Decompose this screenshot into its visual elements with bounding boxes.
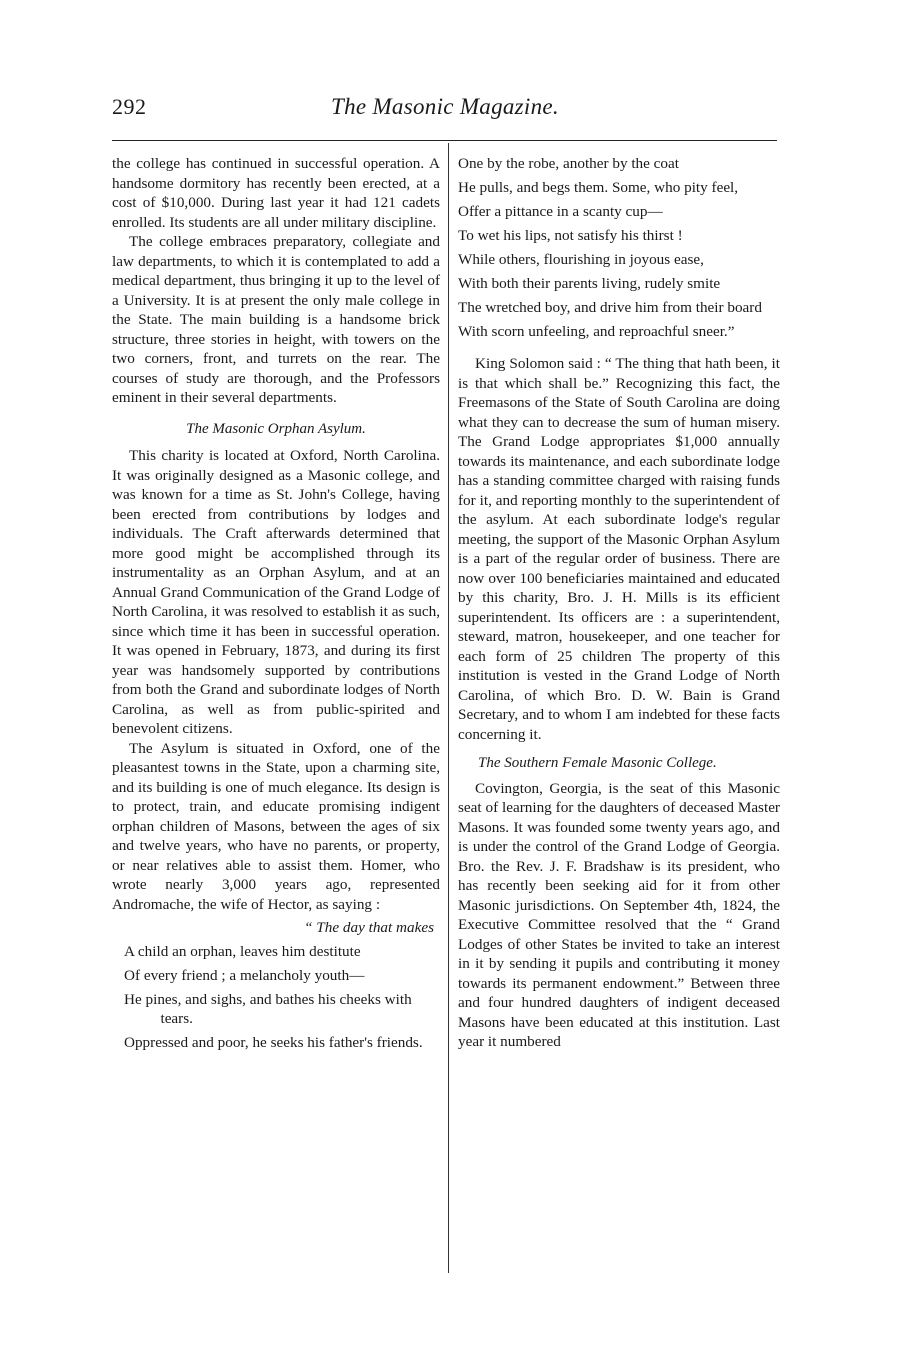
right-column — [458, 154, 780, 1052]
column-divider — [448, 143, 449, 1273]
spacer — [458, 346, 780, 354]
verse-line: To wet his lips, not satisfy his thirst ! — [458, 227, 683, 244]
section-heading-orphan-asylum: The Masonic Orphan Asylum. — [186, 420, 366, 437]
paragraph: King Solomon said : “ The thing that hath been, it is that which shall be.” Recognizing this fact, the Freemasons of the State of South Carolina are doing what they can to decrease the sum of human misery. The Grand Lodge appropriates $1,000 annually towards its maintenance, and each subordinate lodge has a standing committee charged with raising funds for it, and reporting monthly to the superintendent of the asylum. At each subordinate lodge's regular meeting, the support of the Masonic Orphan Asylum is a part of the regular order of business. There are now over 100 beneficiaries maintained and educated by this charity, Bro. J. H. Mills is its efficient superintendent. Its officers are : a superintendent, steward, matron, housekeeper, and one teacher for each form of 25 children The property of this institution is vested in the Grand Lodge of North Carolina, of which Bro. D. W. Bain is Grand Secretary, and to whom I am indebted for these facts concerning it. — [458, 355, 780, 743]
verse-line: The wretched boy, and drive him from their board — [458, 299, 762, 316]
paragraph: the college has continued in successful operation. A handsome dormitory has recently been erected, at a cost of $10,000. During last year it had 121 cadets enrolled. Its students are all under military discipline. — [112, 155, 440, 231]
verse-line: While others, flourishing in joyous ease, — [458, 251, 704, 268]
running-title: The Masonic Magazine. — [331, 94, 559, 119]
paragraph: Covington, Georgia, is the seat of this Masonic seat of learning for the daughters of deceased Master Masons. It was founded some twenty years ago, and is under the control of the Grand Lodge of Georgia. Bro. the Rev. J. F. Bradshaw is its president, who has recently been seeking aid for it from other Masonic jurisdictions. On September 4th, 1824, the Executive Committee resolved that the “ Grand Lodges of other States be invited to take an interest in it by sending it pupils and contributing it money towards its permanent endowment.” Between three and four hundred daughters of indigent deceased Masons have been educated at this institution. Last year it numbered — [458, 779, 780, 1050]
verse-block — [112, 942, 440, 1053]
left-column — [112, 154, 440, 1057]
section-heading-female-college: The Southern Female Masonic College. — [478, 755, 717, 771]
page-header — [112, 94, 778, 128]
paragraph: The Asylum is situated in Oxford, one of the pleasantest towns in the State, upon a charming site, and its building is one of much elegance. Its design is to protect, train, and educate promising indigent orphan children of Masons, between the ages of six and twelve years, who have no parents, or property, or near relatives able to assist them. Homer, who wrote nearly 3,000 years ago, represented Andromache, the wife of Hector, as saying : — [112, 739, 440, 913]
verse-line: He pulls, and begs them. Some, who pity feel, — [458, 179, 739, 196]
verse-line: With scorn unfeeling, and reproachful sneer.” — [458, 323, 735, 340]
page-number: 292 — [112, 94, 147, 119]
verse-block — [458, 154, 780, 342]
verse-line: Of every friend ; a melancholy youth— — [124, 966, 365, 984]
verse-line: One by the robe, another by the coat — [458, 155, 679, 172]
verse-line: With both their parents living, rudely smite — [458, 275, 721, 292]
verse-line: He pines, and sighs, and bathes his cheeks with tears. — [124, 990, 412, 1027]
paragraph: The college embraces preparatory, collegiate and law departments, to which it is contemplated to add a medical department, thus bringing it up to the level of a University. It is at present the only male college in the State. The main building is a handsome brick structure, three stories in height, with towers on the two corners, front, and turrets on the rear. The courses of study are thorough, and the Professors eminent in their several departments. — [112, 233, 440, 406]
verse-line: A child an orphan, leaves him destitute — [124, 942, 361, 960]
header-rule — [112, 140, 777, 141]
paragraph: This charity is located at Oxford, North Carolina. It was originally designed as a Masonic college, and was known for a time as St. John's College, having been erected from contributions by lodges and individuals. The Craft afterwards determined that more good might be accomplished through its instrumentality as an Orphan Asylum, and at an Annual Grand Communication of the Grand Lodge of North Carolina, it was resolved to establish it as such, since which time it has been in successful operation. It was opened in February, 1873, and during its first year was handsomely supported by contributions from both the Grand and subordinate lodges of North Carolina, as well as from public-spirited and benevolent citizens. — [112, 447, 440, 737]
verse-opening: “ The day that makes — [304, 919, 434, 936]
verse-line: Offer a pittance in a scanty cup— — [458, 203, 663, 220]
verse-line: Oppressed and poor, he seeks his father's friends. — [124, 1034, 423, 1051]
